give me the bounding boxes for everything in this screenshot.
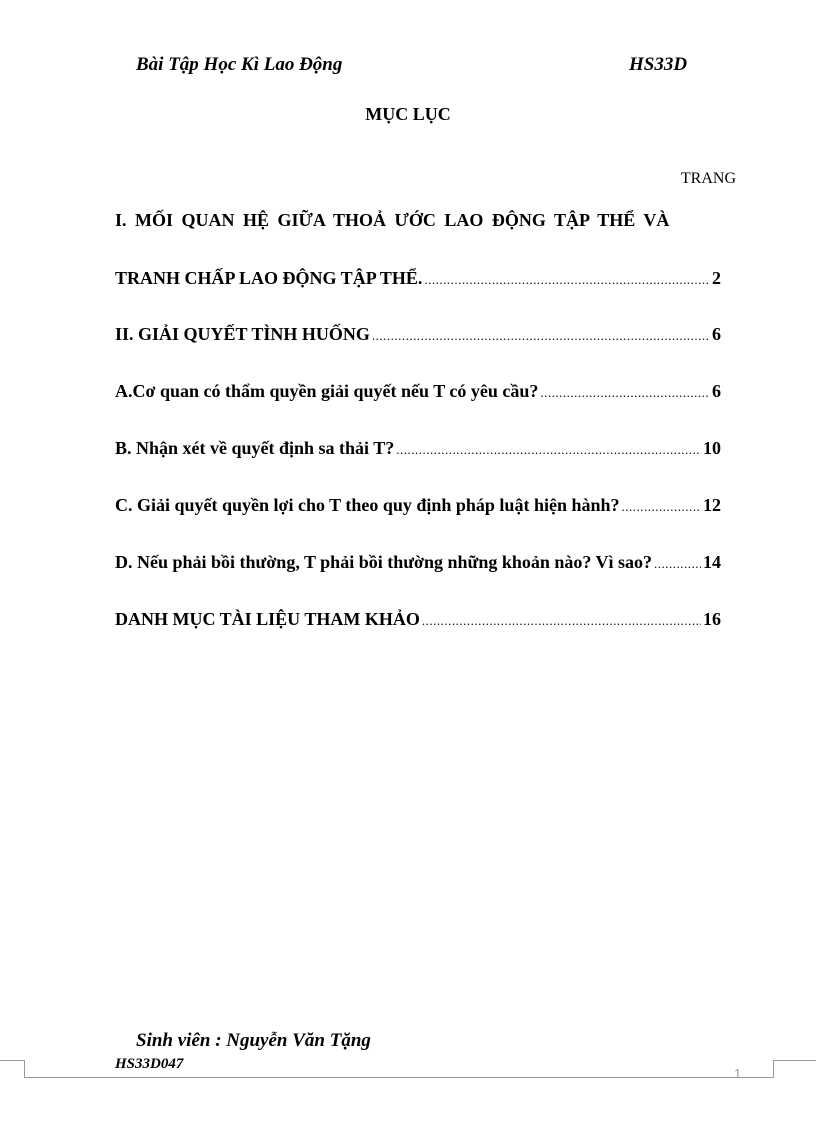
toc-entry-1[interactable] (115, 266, 721, 290)
toc-entry-3[interactable] (115, 379, 721, 403)
page-corner-left (0, 1060, 25, 1078)
toc-leader-dots (621, 497, 701, 517)
toc-entry-text: A.Cơ quan có thẩm quyền giải quyết nếu T có yêu cầu? (115, 381, 539, 401)
page-corner-right (773, 1060, 816, 1078)
footer-divider (24, 1077, 773, 1078)
toc-entry-text: B. Nhận xét về quyết định sa thải T? (115, 438, 395, 458)
footer-student-code: HS33D047 (115, 1056, 184, 1072)
toc-entry-text: D. Nếu phải bồi thường, T phải bồi thường những khoản nào? Vì sao? (115, 552, 653, 572)
toc-entry-page: 6 (712, 324, 721, 344)
toc-entry-text: II. GIẢI QUYẾT TÌNH HUỐNG (115, 324, 370, 344)
toc-entry-page: 16 (703, 609, 721, 629)
toc-leader-dots (372, 326, 710, 346)
page-column-label: TRANG (680, 170, 736, 187)
toc-leader-dots (424, 270, 710, 290)
toc-leader-dots (540, 383, 710, 403)
toc-entry-text: C. Giải quyết quyền lợi cho T theo quy định pháp luật hiện hành? (115, 495, 620, 515)
toc-entry-2[interactable] (115, 322, 721, 346)
toc-entry-5[interactable] (115, 493, 721, 517)
header-class-code: HS33D (629, 54, 688, 75)
footer-student-name: Sinh viên : Nguyễn Văn Tặng (136, 1030, 371, 1051)
toc-entry-page: 2 (712, 268, 721, 288)
toc-entry-page: 14 (703, 552, 721, 572)
toc-leader-dots (422, 611, 701, 631)
page-number: 1 (734, 1066, 742, 1081)
toc-entry-page: 6 (712, 381, 721, 401)
toc-leader-dots (654, 554, 701, 574)
header-course-title: Bài Tập Học Kì Lao Động (136, 54, 343, 75)
toc-entry-4[interactable] (115, 436, 721, 460)
toc-entry-page: 12 (703, 495, 721, 515)
toc-entry-page: 10 (703, 438, 721, 458)
toc-entry-1-line1: I. MỐI QUAN HỆ GIỮA THOẢ ƯỚC LAO ĐỘNG TẬP THỂ VÀ (115, 210, 670, 230)
toc-entry-text: TRANH CHẤP LAO ĐỘNG TẬP THỂ. (115, 268, 423, 288)
toc-leader-dots (396, 440, 701, 460)
toc-entry-text: DANH MỤC TÀI LIỆU THAM KHẢO (115, 609, 420, 629)
page-title: MỤC LỤC (365, 104, 451, 124)
toc-entry-7[interactable] (115, 607, 721, 631)
toc-entry-6[interactable] (115, 550, 721, 574)
